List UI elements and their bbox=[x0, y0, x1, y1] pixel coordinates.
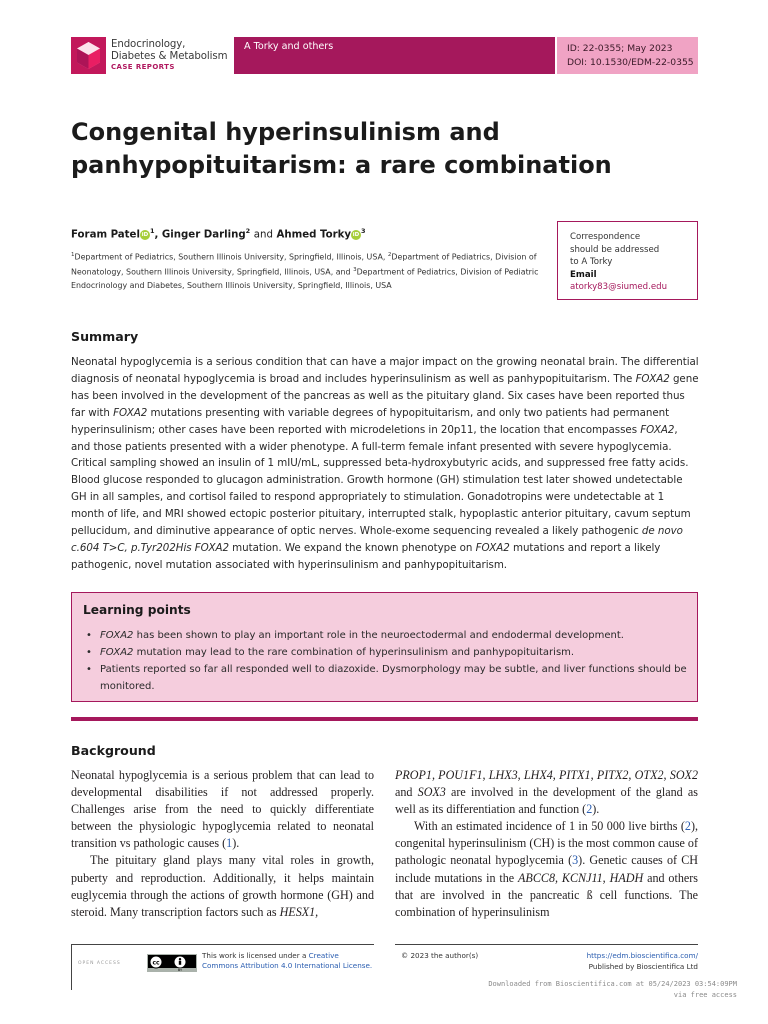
body-column-left bbox=[71, 767, 374, 921]
publisher-name: Published by Bioscientifica Ltd bbox=[588, 962, 698, 971]
journal-logo-icon bbox=[71, 37, 106, 74]
publisher-url[interactable]: https://edm.bioscientifica.com/ bbox=[586, 951, 698, 960]
article-doi[interactable]: DOI: 10.1530/EDM-22-0355 bbox=[567, 56, 694, 68]
section-divider bbox=[71, 717, 698, 721]
license-text: This work is licensed under a Creative Commons Attribution 4.0 International License. bbox=[202, 951, 373, 970]
journal-name bbox=[111, 39, 227, 74]
reference-link[interactable]: 3 bbox=[572, 853, 579, 868]
summary-heading: Summary bbox=[71, 329, 139, 344]
author-name[interactable]: Foram Patel bbox=[71, 229, 140, 241]
paragraph: With an estimated incidence of 1 in 50 000 live births (2), congenital hyperinsulinism (CH) is the most common cause of pathologic neonatal hypoglycemia (3). Genetic causes of CH include mutations in the ABCC8, KCNJ11, HADH and others that are involved in the pancreatic ß cell functions. The combination of hyperinsulinism bbox=[395, 819, 699, 919]
article-title: Congenital hyperinsulinism and panhypopituitarism: a rare combination bbox=[71, 118, 612, 179]
list-item: • FOXA2 mutation may lead to the rare combination of hyperinsulinism and panhypopituitarism. bbox=[84, 644, 689, 661]
license-link[interactable]: Creative Commons Attribution 4.0 International License. bbox=[202, 951, 373, 970]
cc-by-license-icon[interactable] bbox=[147, 954, 197, 972]
open-access-logo: OPEN ACCESS bbox=[78, 961, 121, 966]
reference-link[interactable]: 2 bbox=[586, 802, 593, 817]
license-footer bbox=[71, 944, 374, 990]
list-item: • Patients reported so far all responded well to diazoxide. Dysmorphology may be subtle, and liver functions should be monitored. bbox=[84, 661, 689, 695]
email-link[interactable]: atorky83@siumed.edu bbox=[570, 282, 668, 293]
svg-text:BY: BY bbox=[177, 968, 183, 972]
author-name[interactable]: Ahmed Torky bbox=[276, 229, 352, 241]
publisher-footer bbox=[395, 944, 698, 974]
journal-subtitle: CASE REPORTS bbox=[111, 63, 175, 71]
learning-points-heading: Learning points bbox=[83, 603, 191, 617]
learning-points-list bbox=[84, 627, 689, 695]
email-label: Email bbox=[570, 269, 597, 280]
affiliations: $^1$Department of Pediatrics, Southern Illinois University, Springfield, Illinois, USA, $^2$Department of Pediatrics, Division of Neonatology, Southern Illinois University, Springfield, Illinois, USA, and $^3$Department of Pediatrics, Division of Pediatric Endocrinology and Diabetes, Southern Illinois University, Springfield, Illinois, USA bbox=[71, 252, 539, 290]
learning-points-box bbox=[71, 592, 698, 702]
copyright: © 2023 the author(s) bbox=[401, 951, 479, 960]
paragraph: PROP1, POU1F1, LHX3, LHX4, PITX1, PITX2, OTX2, SOX2 and SOX3 are involved in the development of the gland as well as its differentiation and function (2). bbox=[395, 768, 698, 817]
author-name[interactable]: Ginger Darling bbox=[161, 229, 246, 241]
author-conjunction: and bbox=[253, 229, 273, 241]
body-column-right bbox=[395, 767, 698, 921]
orcid-icon[interactable]: iD bbox=[352, 232, 360, 239]
reference-link[interactable]: 2 bbox=[684, 819, 691, 834]
journal-name-line2: Diabetes & Metabolism bbox=[111, 50, 228, 62]
correspondence-box: Correspondence should be addressed to A Torky Email atorky83@siumed.edu bbox=[557, 221, 698, 300]
download-stamp: Downloaded from Bioscientifica.com at 05/24/2023 03:54:09PM via free access bbox=[488, 980, 737, 999]
author-list: Foram Patel $iD^1$, Ginger Darling$^2$ and Ahmed Torky $iD^3$ bbox=[71, 227, 366, 241]
reference-link[interactable]: 1 bbox=[226, 836, 233, 851]
article-id: ID: 22-0355; May 2023 bbox=[567, 43, 673, 54]
orcid-icon[interactable]: iD bbox=[141, 232, 149, 239]
article-id-box bbox=[557, 37, 698, 74]
journal-name-line1: Endocrinology, bbox=[111, 39, 186, 50]
paragraph: The pituitary gland plays many vital roles in growth, puberty and reproduction. Additionally, it helps maintain euglycemia through the actions of growth hormone (GH) and steroid. Many transcription factors such as HESX1, bbox=[71, 853, 374, 919]
list-item: • FOXA2 has been shown to play an important role in the neuroectodermal and endodermal development. bbox=[84, 627, 689, 644]
svg-text:cc: cc bbox=[152, 959, 160, 967]
paragraph: Neonatal hypoglycemia is a serious problem that can lead to developmental disabilities if not addressed properly. Challenges arise from the need to quickly differentiate between the physiologic hypoglycemia related to neonatal transition vs pathologic causes (1). bbox=[71, 768, 374, 851]
running-authors: A Torky and others bbox=[244, 41, 334, 52]
background-heading: Background bbox=[71, 743, 156, 758]
summary-text: Neonatal hypoglycemia is a serious condition that can have a major impact on the growing neonatal brain. The differential diagnosis of neonatal hypoglycemia is broad and includes hyperinsulinism as well as panhypopituitarism. The FOXA2 gene has been involved in the development of the pancreas as well as the pituitary gland. Six cases have been reported thus far with FOXA2 mutations presenting with variable degrees of hypopituitarism, and only two patients had permanent hyperinsulinism; other cases have been reported with microdeletions in 20p11, the location that encompasses FOXA2, and those patients presented with a wider phenotype. A full-term female infant presented with severe hypoglycemia. Critical sampling showed an insulin of 1 mIU/mL, suppressed beta-hydroxybutyric acids, and suppressed free fatty acids. Blood glucose responded to glucagon administration. Growth hormone (GH) stimulation test later showed undetectable GH in all samples, and cortisol failed to respond appropriately to stimulation. Gonadotropins were undetectable at 1 month of life, and MRI showed ectopic posterior pituitary, interrupted stalk, hypoplastic anterior pituitary, cavum septum pellucidum, and diminutive appearance of optic nerves. Whole-exome sequencing revealed a likely pathogenic de novo c.604 T>C, p.Tyr202His FOXA2 mutation. We expand the known phenotype on FOXA2 mutations and report a likely pathogenic, novel mutation associated with hyperinsulinism and panhypopituitarism. bbox=[71, 356, 699, 571]
